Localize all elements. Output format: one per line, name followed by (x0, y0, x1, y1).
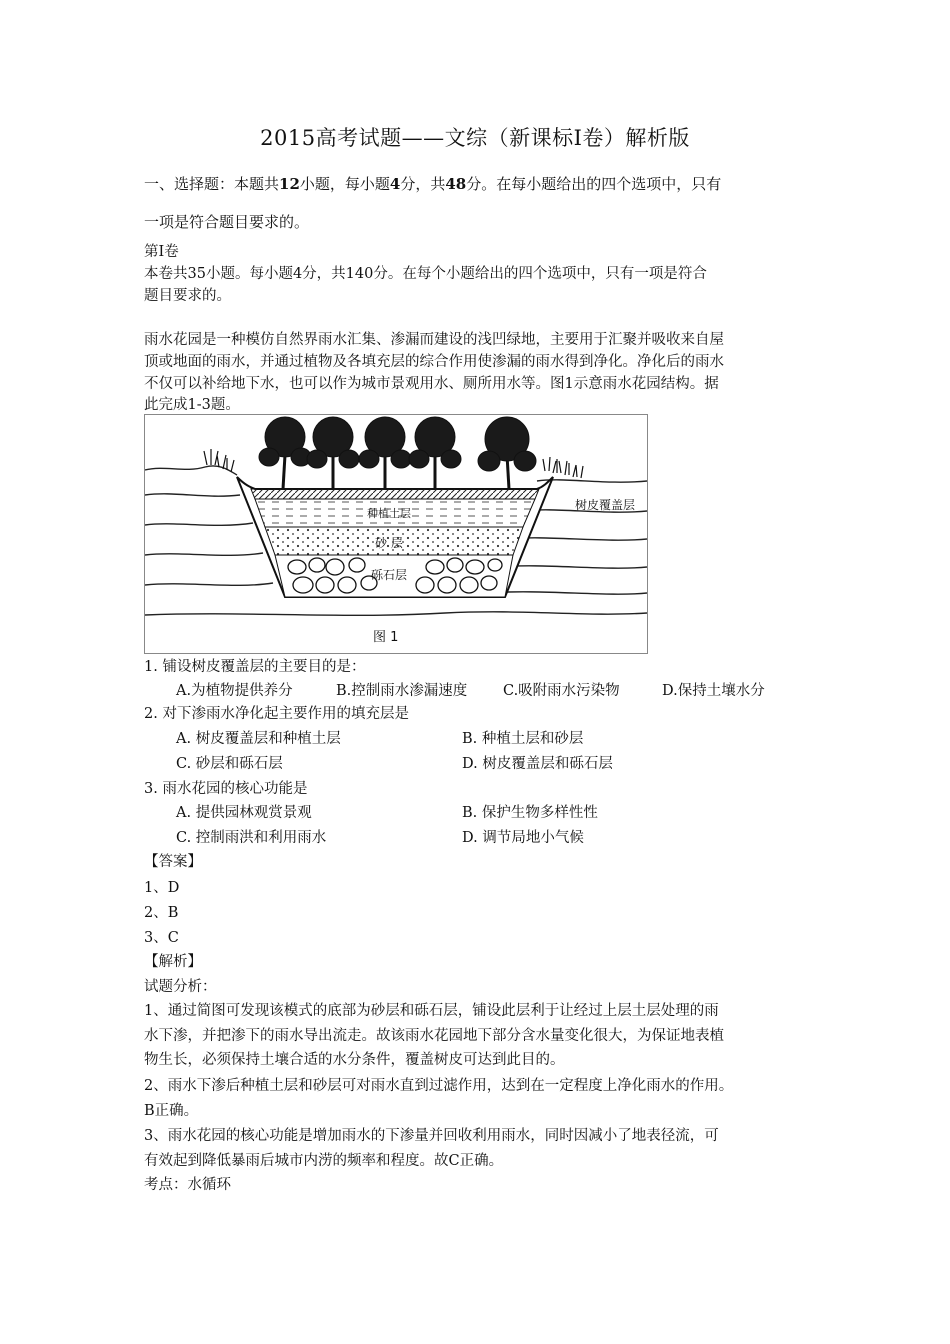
answer-item-2: 2、B (144, 905, 179, 921)
question-1-stem: 1. 铺设树皮覆盖层的主要目的是： (144, 659, 366, 675)
intro-score: 4 (389, 175, 401, 193)
passage-line-2: 顶或地面的雨水，并通过植物及各填充层的综合作用使渗漏的雨水得到净化。净化后的雨水 (144, 354, 724, 370)
question-1-option-b: B.控制雨水渗漏速度 (336, 683, 468, 699)
label-soil-layer: 种植土层 (367, 507, 411, 520)
analysis-line-1: 1、通过简图可发现该模式的底部为砂层和砾石层，铺设此层利于让经过上层土层处理的雨 (144, 1003, 719, 1019)
intro-prefix: 一、选择题：本题共 (144, 175, 280, 193)
question-2-stem: 2. 对下渗雨水净化起主要作用的填充层是 (144, 706, 409, 722)
intro-mid1: 小题，每小题 (299, 175, 390, 193)
analysis-subheading: 试题分析： (144, 979, 217, 995)
answer-heading: 【答案】 (144, 854, 202, 870)
question-2-option-d: D. 树皮覆盖层和砾石层 (462, 756, 613, 772)
question-3-option-b: B. 保护生物多样性性 (462, 805, 598, 821)
analysis-line-2: 水下渗，并把渗下的雨水导出流走。故该雨水花园地下部分含水量变化很大，为保证地表植 (144, 1028, 724, 1044)
question-2-option-b: B. 种植土层和砂层 (462, 731, 584, 747)
document-title: 2015高考试题——文综（新课标Ⅰ卷）解析版 (260, 126, 690, 150)
question-3-option-c: C. 控制雨洪和利用雨水 (176, 830, 327, 846)
analysis-line-7: 有效起到降低暴雨后城市内涝的频率和程度。故C正确。 (144, 1153, 504, 1169)
passage-line-4: 此完成1-3题。 (144, 397, 240, 413)
intro-suffix: 分。在每小题给出的四个选项中，只有 (466, 175, 722, 193)
intro-line-2: 一项是符合题目要求的。 (144, 213, 310, 231)
tree-2 (307, 417, 359, 489)
question-3-option-a: A. 提供园林观赏景观 (176, 805, 312, 821)
analysis-line-3: 物生长，必须保持土壤合适的水分条件，覆盖树皮可达到此目的。 (144, 1052, 565, 1068)
analysis-line-4: 2、雨水下渗后种植土层和砂层可对雨水直到过滤作用，达到在一定程度上净化雨水的作用。 (144, 1078, 734, 1094)
analysis-line-5: B正确。 (144, 1103, 199, 1119)
passage-line-3: 不仅可以补给地下水，也可以作为城市景观用水、厕所用水等。图1示意雨水花园结构。据 (144, 376, 719, 392)
section-label: 第Ⅰ卷 (144, 244, 179, 260)
question-3-stem: 3. 雨水花园的核心功能是 (144, 781, 308, 797)
passage-line-1: 雨水花园是一种模仿自然界雨水汇集、渗漏而建设的浅凹绿地，主要用于汇聚并吸收来自屋 (144, 332, 724, 348)
rain-garden-diagram (145, 415, 647, 653)
question-2-option-c: C. 砂层和砾石层 (176, 756, 283, 772)
tree-5 (478, 417, 536, 489)
tree-1 (259, 417, 311, 489)
figure-caption: 图 1 (373, 630, 399, 645)
bark-layer (251, 489, 539, 499)
question-3-option-d: D. 调节局地小气候 (462, 830, 584, 846)
rain-garden-figure (144, 414, 648, 654)
question-2-option-a: A. 树皮覆盖层和种植土层 (176, 731, 341, 747)
question-1-option-a: A.为植物提供养分 (176, 683, 293, 699)
intro-count: 12 (279, 175, 300, 193)
label-gravel-layer: 砾石层 (371, 568, 408, 582)
section-desc-line-2: 题目要求的。 (144, 288, 231, 304)
tree-row (259, 417, 536, 489)
tree-4 (409, 417, 461, 489)
analysis-heading: 【解析】 (144, 954, 202, 970)
intro-total: 48 (445, 175, 467, 193)
analysis-kaodian: 考点：水循环 (144, 1177, 231, 1193)
question-1-option-d: D.保持土壤水分 (662, 683, 765, 699)
question-1-option-c: C.吸附雨水污染物 (503, 683, 620, 699)
intro-line-1 (144, 172, 721, 196)
answer-item-1: 1、D (144, 880, 180, 896)
answer-item-3: 3、C (144, 930, 179, 946)
tree-3 (359, 417, 411, 489)
analysis-line-6: 3、雨水花园的核心功能是增加雨水的下渗量并回收利用雨水，同时因减小了地表径流，可 (144, 1128, 719, 1144)
intro-mid2: 分，共 (400, 175, 446, 193)
label-sand-layer: 砂 层 (375, 536, 403, 550)
label-bark-layer: 树皮覆盖层 (575, 498, 636, 512)
section-desc-line-1: 本卷共35小题。每小题4分，共140分。在每个小题给出的四个选项中，只有一项是符合 (144, 266, 707, 282)
